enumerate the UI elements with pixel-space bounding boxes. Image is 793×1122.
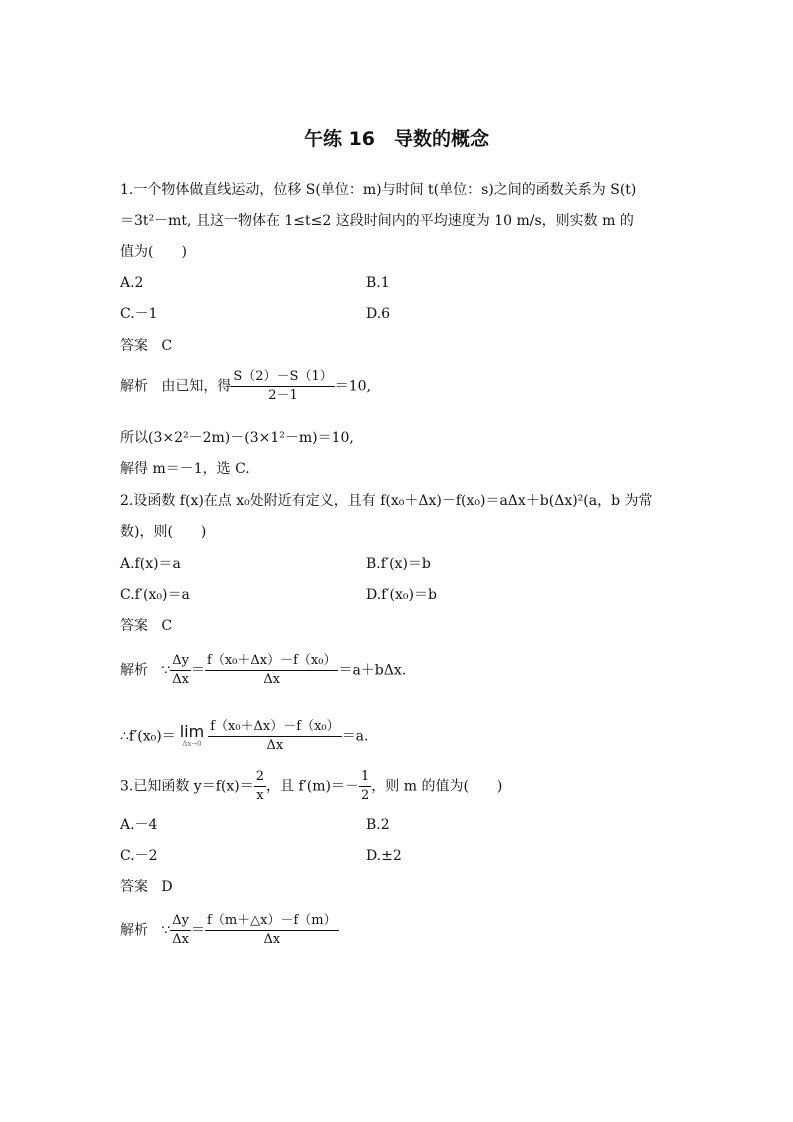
q1-analysis-post: ＝10, [334,378,371,395]
q1-analysis-pre: 由已知，得 [161,378,232,395]
analysis-label: 解析 [120,662,148,679]
q3-stem-pre: 3.已知函数 y＝f(x)＝ [120,778,254,795]
answer-value: C [161,618,173,634]
limit-subscript: Δx→0 [182,740,202,748]
q2-answer [120,616,172,636]
q1-analysis-line2: 所以(3×2²－2m)－(3×1²－m)＝10, [120,430,354,446]
q1-fraction [231,368,334,405]
fraction-denominator: Δx [172,672,190,687]
q2-analysis-line2 [120,718,368,755]
q1-stem-line2: ＝3t²－mt, 且这一物体在 1≤t≤2 这段时间内的平均速度为 10 m/s，则实数 m 的 [120,213,634,229]
q1-stem-line1: 1.一个物体做直线运动，位移 S(单位：m)与时间 t(单位：s)之间的函数关系为 S(t) [120,182,637,198]
fraction-numerator: 2 [254,768,266,787]
q1-option-b: B.1 [366,275,390,291]
q3-analysis-line1 [120,912,339,949]
q1-analysis-line3: 解得 m＝－1，选 C. [120,461,250,477]
q3-fraction-difference [205,912,339,949]
q2-option-b: B.f′(x)＝b [366,556,431,572]
fraction-numerator: Δy [170,912,191,931]
equals-sign: ＝ [191,662,206,679]
fraction-numerator: f（x₀＋Δx）－f（x₀） [205,652,338,671]
because-symbol: ∵ [161,662,171,679]
fraction-denominator: x [256,788,264,803]
answer-label: 答案 [120,618,148,634]
q1-fraction-denominator: 2－1 [268,388,298,403]
q2-stem-line1: 2.设函数 f(x)在点 x₀处附近有定义，且有 f(x₀＋Δx)－f(x₀)＝aΔx＋b(Δx)²(a，b 为常 [120,493,653,509]
q2-option-d: D.f′(x₀)＝b [366,587,437,603]
q2-option-c: C.f′(x₀)＝a [120,587,190,603]
answer-label: 答案 [120,338,148,354]
fraction-numerator: 1 [359,768,371,787]
analysis-label: 解析 [120,922,148,939]
q2-stem-line2: 数)，则( ) [120,524,207,540]
fraction-numerator: f（m＋△x）－f（m） [205,912,339,931]
q1-answer [120,336,172,356]
therefore-prefix: ∴f′(x₀)＝ [120,728,176,745]
because-symbol: ∵ [161,922,171,939]
q3-stem-post: ，则 m 的值为( ) [371,778,503,795]
q1-fraction-numerator: S（2）－S（1） [231,368,334,387]
analysis-label: 解析 [120,378,148,395]
q2-option-a: A.f(x)＝a [120,556,181,572]
q3-fraction-2-over-x [254,768,266,805]
q1-analysis-line1 [120,368,371,405]
q2-analysis-post2: ＝a. [341,728,369,745]
fraction-denominator: Δx [266,738,284,753]
answer-value: D [161,879,173,895]
fraction-denominator: Δx [263,932,281,947]
q2-analysis-line1 [120,652,406,689]
q3-stem-mid: ，且 f′(m)＝－ [266,778,360,795]
answer-label: 答案 [120,879,148,895]
fraction-numerator: f（x₀＋Δx）－f（x₀） [208,718,341,737]
q3-option-b: B.2 [366,817,390,833]
q3-fraction-dy-dx [170,912,191,949]
limit-operator [180,724,204,749]
q3-option-a: A.－4 [120,817,158,833]
page-title: 午练 16 导数的概念 [303,128,490,150]
fraction-numerator: Δy [170,652,191,671]
q2-analysis-post: ＝a＋bΔx. [338,662,407,679]
fraction-denominator: Δx [263,672,281,687]
q1-option-d: D.6 [366,306,391,322]
fraction-denominator: Δx [172,932,190,947]
equals-sign: ＝ [191,922,206,939]
fraction-denominator: 2 [361,788,370,803]
q3-stem [120,768,502,805]
q3-answer [120,877,173,897]
limit-word: lim [179,722,205,741]
q2-limit-fraction [208,718,341,755]
answer-value: C [161,338,173,354]
q3-option-d: D.±2 [366,848,402,864]
q2-fraction-dy-dx [170,652,191,689]
q1-option-a: A.2 [120,275,144,291]
q1-option-c: C.－1 [120,306,158,322]
q3-option-c: C.－2 [120,848,158,864]
q3-fraction-1-over-2 [359,768,371,805]
q2-fraction-difference [205,652,338,689]
q1-stem-line3: 值为( ) [120,244,187,260]
